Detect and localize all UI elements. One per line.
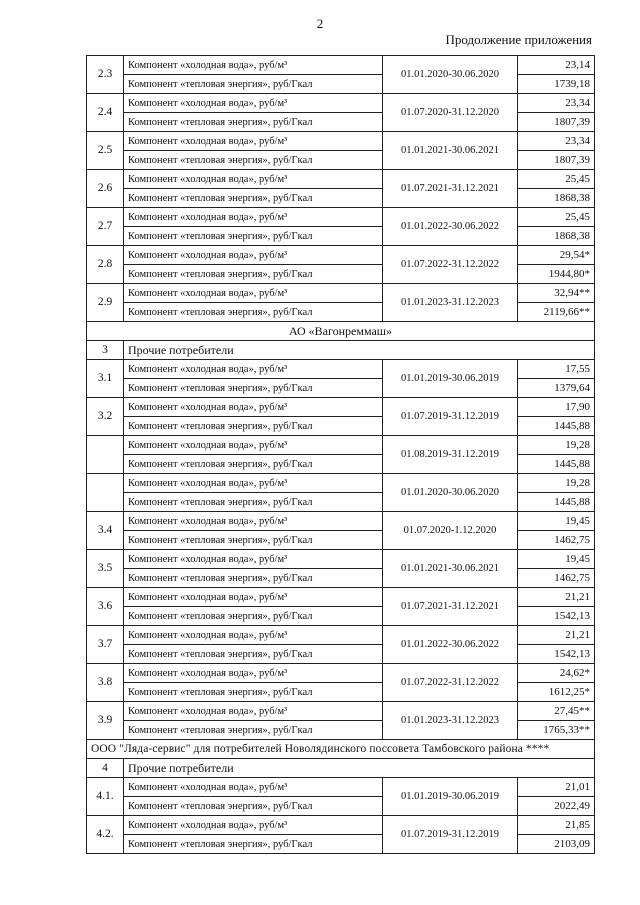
component-heat: Компонент «тепловая энергия», руб/Гкал: [124, 683, 383, 702]
table-row: [87, 455, 595, 474]
component-heat: Компонент «тепловая энергия», руб/Гкал: [124, 189, 383, 208]
heat-value: 1612,25*: [518, 683, 595, 702]
row-number: 4.2.: [87, 816, 124, 854]
period: 01.07.2020-31.12.2020: [383, 94, 518, 132]
period: 01.07.2022-31.12.2022: [383, 246, 518, 284]
component-heat: Компонент «тепловая энергия», руб/Гкал: [124, 455, 383, 474]
heat-value: 1807,39: [518, 113, 595, 132]
table-row: [87, 398, 595, 417]
table-row: [87, 797, 595, 816]
component-cold-water: Компонент «холодная вода», руб/м³: [124, 284, 383, 303]
component-heat: Компонент «тепловая энергия», руб/Гкал: [124, 379, 383, 398]
table-row: [87, 208, 595, 227]
section-row: [87, 759, 595, 778]
heat-value: 1462,75: [518, 569, 595, 588]
component-cold-water: Компонент «холодная вода», руб/м³: [124, 474, 383, 493]
cold-water-value: 21,85: [518, 816, 595, 835]
row-number: 4.1.: [87, 778, 124, 816]
component-heat: Компонент «тепловая энергия», руб/Гкал: [124, 75, 383, 94]
table-row: [87, 379, 595, 398]
page-number: 2: [316, 16, 324, 31]
table-row: [87, 132, 595, 151]
period: 01.01.2023-31.12.2023: [383, 702, 518, 740]
row-number: 3.7: [87, 626, 124, 664]
heat-value: 1445,88: [518, 417, 595, 436]
component-heat: Компонент «тепловая энергия», руб/Гкал: [124, 721, 383, 740]
heat-value: 1765,33**: [518, 721, 595, 740]
component-cold-water: Компонент «холодная вода», руб/м³: [124, 398, 383, 417]
period: 01.07.2022-31.12.2022: [383, 664, 518, 702]
section-number: 4: [87, 759, 124, 778]
heat-value: 1868,38: [518, 189, 595, 208]
organization-row: [87, 322, 595, 341]
cold-water-value: 17,55: [518, 360, 595, 379]
component-cold-water: Компонент «холодная вода», руб/м³: [124, 132, 383, 151]
cold-water-value: 23,14: [518, 56, 595, 75]
table-row: [87, 94, 595, 113]
cold-water-value: 32,94**: [518, 284, 595, 303]
section-row: [87, 341, 595, 360]
table-row: [87, 303, 595, 322]
component-heat: Компонент «тепловая энергия», руб/Гкал: [124, 151, 383, 170]
table-row: [87, 170, 595, 189]
table-row: [87, 56, 595, 75]
period: 01.01.2022-30.06.2022: [383, 626, 518, 664]
heat-value: 2119,66**: [518, 303, 595, 322]
table-row: [87, 113, 595, 132]
table-row: [87, 588, 595, 607]
cold-water-value: 25,45: [518, 170, 595, 189]
component-cold-water: Компонент «холодная вода», руб/м³: [124, 588, 383, 607]
table-row: [87, 474, 595, 493]
row-number: 3.1: [87, 360, 124, 398]
component-cold-water: Компонент «холодная вода», руб/м³: [124, 626, 383, 645]
row-number: 2.3: [87, 56, 124, 94]
component-cold-water: Компонент «холодная вода», руб/м³: [124, 56, 383, 75]
period: 01.07.2021-31.12.2021: [383, 588, 518, 626]
period: 01.07.2019-31.12.2019: [383, 816, 518, 854]
period: 01.01.2022-30.06.2022: [383, 208, 518, 246]
cold-water-value: 29,54*: [518, 246, 595, 265]
component-cold-water: Компонент «холодная вода», руб/м³: [124, 816, 383, 835]
period: 01.01.2023-31.12.2023: [383, 284, 518, 322]
table-row: [87, 835, 595, 854]
heat-value: 1739,18: [518, 75, 595, 94]
cold-water-value: 25,45: [518, 208, 595, 227]
cold-water-value: 24,62*: [518, 664, 595, 683]
table-row: [87, 569, 595, 588]
organization-name: ООО "Ляда-сервис" для потребителей Новолядинского поссовета Тамбовского района ****: [87, 740, 595, 759]
component-heat: Компонент «тепловая энергия», руб/Гкал: [124, 417, 383, 436]
cold-water-value: 21,01: [518, 778, 595, 797]
row-number: 3.8: [87, 664, 124, 702]
heat-value: 1462,75: [518, 531, 595, 550]
component-heat: Компонент «тепловая энергия», руб/Гкал: [124, 797, 383, 816]
table-row: [87, 417, 595, 436]
table-row: [87, 189, 595, 208]
period: 01.01.2020-30.06.2020: [383, 474, 518, 512]
component-cold-water: Компонент «холодная вода», руб/м³: [124, 94, 383, 113]
cold-water-value: 19,28: [518, 436, 595, 455]
table-row: [87, 512, 595, 531]
cold-water-value: 19,28: [518, 474, 595, 493]
organization-name: АО «Вагонреммаш»: [87, 322, 595, 341]
heat-value: 1807,39: [518, 151, 595, 170]
table-row: [87, 778, 595, 797]
row-number: 3.4: [87, 512, 124, 550]
table-row: [87, 607, 595, 626]
tariff-table: [86, 55, 595, 854]
table-row: [87, 702, 595, 721]
row-number: 2.4: [87, 94, 124, 132]
table-row: [87, 151, 595, 170]
table-row: [87, 816, 595, 835]
component-cold-water: Компонент «холодная вода», руб/м³: [124, 512, 383, 531]
component-heat: Компонент «тепловая энергия», руб/Гкал: [124, 645, 383, 664]
period: 01.01.2021-30.06.2021: [383, 132, 518, 170]
table-row: [87, 683, 595, 702]
component-heat: Компонент «тепловая энергия», руб/Гкал: [124, 227, 383, 246]
period: 01.07.2019-31.12.2019: [383, 398, 518, 436]
period: 01.01.2019-30.06.2019: [383, 360, 518, 398]
row-number: 2.9: [87, 284, 124, 322]
heat-value: 1379,64: [518, 379, 595, 398]
table-row: [87, 360, 595, 379]
component-cold-water: Компонент «холодная вода», руб/м³: [124, 208, 383, 227]
component-heat: Компонент «тепловая энергия», руб/Гкал: [124, 493, 383, 512]
table-row: [87, 721, 595, 740]
heat-value: 2103,09: [518, 835, 595, 854]
table-row: [87, 75, 595, 94]
cold-water-value: 27,45**: [518, 702, 595, 721]
component-heat: Компонент «тепловая энергия», руб/Гкал: [124, 531, 383, 550]
heat-value: 1445,88: [518, 455, 595, 474]
component-heat: Компонент «тепловая энергия», руб/Гкал: [124, 835, 383, 854]
component-heat: Компонент «тепловая энергия», руб/Гкал: [124, 569, 383, 588]
cold-water-value: 23,34: [518, 132, 595, 151]
heat-value: 1542,13: [518, 645, 595, 664]
table-row: [87, 664, 595, 683]
component-cold-water: Компонент «холодная вода», руб/м³: [124, 702, 383, 721]
component-cold-water: Компонент «холодная вода», руб/м³: [124, 664, 383, 683]
component-cold-water: Компонент «холодная вода», руб/м³: [124, 436, 383, 455]
cold-water-value: 19,45: [518, 512, 595, 531]
tariff-table-body: [87, 56, 595, 854]
table-row: [87, 550, 595, 569]
component-cold-water: Компонент «холодная вода», руб/м³: [124, 550, 383, 569]
cold-water-value: 21,21: [518, 626, 595, 645]
row-number: 3.9: [87, 702, 124, 740]
table-row: [87, 626, 595, 645]
row-number: 2.8: [87, 246, 124, 284]
component-heat: Компонент «тепловая энергия», руб/Гкал: [124, 303, 383, 322]
table-row: [87, 493, 595, 512]
section-label: Прочие потребители: [124, 341, 595, 360]
heat-value: 2022,49: [518, 797, 595, 816]
row-number: 2.6: [87, 170, 124, 208]
cold-water-value: 23,34: [518, 94, 595, 113]
component-heat: Компонент «тепловая энергия», руб/Гкал: [124, 607, 383, 626]
organization-row: [87, 740, 595, 759]
component-heat: Компонент «тепловая энергия», руб/Гкал: [124, 265, 383, 284]
row-number: 3.5: [87, 550, 124, 588]
row-number: [87, 436, 124, 474]
table-row: [87, 284, 595, 303]
heat-value: 1542,13: [518, 607, 595, 626]
period: 01.07.2020-1.12.2020: [383, 512, 518, 550]
section-label: Прочие потребители: [124, 759, 595, 778]
table-row: [87, 227, 595, 246]
period: 01.07.2021-31.12.2021: [383, 170, 518, 208]
cold-water-value: 19,45: [518, 550, 595, 569]
heat-value: 1445,88: [518, 493, 595, 512]
component-cold-water: Компонент «холодная вода», руб/м³: [124, 778, 383, 797]
row-number: 2.5: [87, 132, 124, 170]
period: 01.08.2019-31.12.2019: [383, 436, 518, 474]
row-number: [87, 474, 124, 512]
section-number: 3: [87, 341, 124, 360]
table-row: [87, 265, 595, 284]
table-row: [87, 246, 595, 265]
heat-value: 1868,38: [518, 227, 595, 246]
table-row: [87, 531, 595, 550]
row-number: 3.2: [87, 398, 124, 436]
period: 01.01.2019-30.06.2019: [383, 778, 518, 816]
cold-water-value: 17,90: [518, 398, 595, 417]
period: 01.01.2020-30.06.2020: [383, 56, 518, 94]
row-number: 3.6: [87, 588, 124, 626]
component-heat: Компонент «тепловая энергия», руб/Гкал: [124, 113, 383, 132]
cold-water-value: 21,21: [518, 588, 595, 607]
table-row: [87, 436, 595, 455]
component-cold-water: Компонент «холодная вода», руб/м³: [124, 170, 383, 189]
period: 01.01.2021-30.06.2021: [383, 550, 518, 588]
continuation-caption: Продолжение приложения: [445, 32, 592, 47]
component-cold-water: Компонент «холодная вода», руб/м³: [124, 360, 383, 379]
row-number: 2.7: [87, 208, 124, 246]
table-row: [87, 645, 595, 664]
heat-value: 1944,80*: [518, 265, 595, 284]
component-cold-water: Компонент «холодная вода», руб/м³: [124, 246, 383, 265]
